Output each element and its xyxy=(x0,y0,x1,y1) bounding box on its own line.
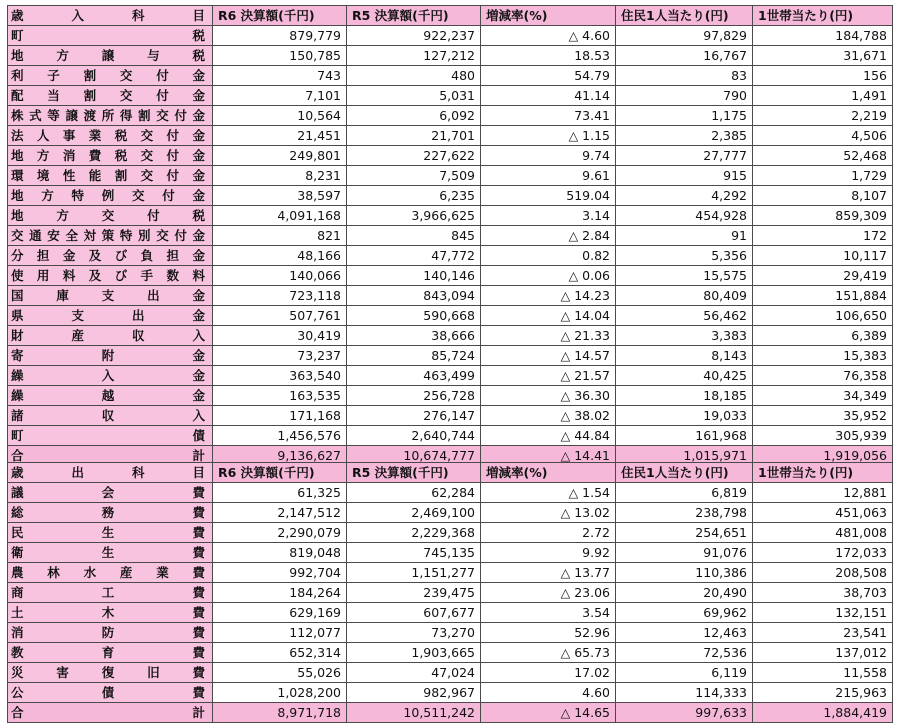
table-cell: 73.41 xyxy=(481,106,616,126)
row-label: 町税 xyxy=(8,26,213,46)
table-cell: 2.72 xyxy=(481,523,616,543)
table-cell: 132,151 xyxy=(753,603,893,623)
table-cell: 3,383 xyxy=(616,326,753,346)
column-header: 増減率(%) xyxy=(481,6,616,26)
table-cell: 9.61 xyxy=(481,166,616,186)
table-cell: 10,117 xyxy=(753,246,893,266)
revenue-body xyxy=(8,26,893,466)
table-cell: 454,928 xyxy=(616,206,753,226)
total-cell: 1,015,971 xyxy=(616,446,753,466)
table-cell: 4,091,168 xyxy=(213,206,347,226)
table-cell: 52,468 xyxy=(753,146,893,166)
row-label: 地方譲与税 xyxy=(8,46,213,66)
table-cell: 2,469,100 xyxy=(347,503,481,523)
row-label: 交通安全対策特別交付金 xyxy=(8,226,213,246)
table-cell: 11,558 xyxy=(753,663,893,683)
total-cell: △ 14.65 xyxy=(481,703,616,723)
table-cell: 16,767 xyxy=(616,46,753,66)
total-cell: 10,674,777 xyxy=(347,446,481,466)
table-cell: 480 xyxy=(347,66,481,86)
table-cell: 161,968 xyxy=(616,426,753,446)
table-cell: 151,884 xyxy=(753,286,893,306)
total-label: 合計 xyxy=(8,703,213,723)
row-label: 利子割交付金 xyxy=(8,66,213,86)
table-cell: 38,597 xyxy=(213,186,347,206)
table-cell: 54.79 xyxy=(481,66,616,86)
table-cell: 305,939 xyxy=(753,426,893,446)
table-cell: △ 14.04 xyxy=(481,306,616,326)
table-cell: 745,135 xyxy=(347,543,481,563)
column-header: 1世帯当たり(円) xyxy=(753,6,893,26)
expenditure-header-row xyxy=(8,463,893,483)
total-cell: 1,919,056 xyxy=(753,446,893,466)
table-cell: 2,640,744 xyxy=(347,426,481,446)
table-cell: 2,229,368 xyxy=(347,523,481,543)
table-cell: 97,829 xyxy=(616,26,753,46)
table-cell: 21,451 xyxy=(213,126,347,146)
table-cell: △ 21.33 xyxy=(481,326,616,346)
table-cell: 982,967 xyxy=(347,683,481,703)
table-row xyxy=(8,543,893,563)
row-label: 繰入金 xyxy=(8,366,213,386)
total-cell: △ 14.41 xyxy=(481,446,616,466)
table-cell: 114,333 xyxy=(616,683,753,703)
table-cell: 163,535 xyxy=(213,386,347,406)
table-cell: 6,819 xyxy=(616,483,753,503)
table-cell: 239,475 xyxy=(347,583,481,603)
table-cell: 879,779 xyxy=(213,26,347,46)
table-row xyxy=(8,406,893,426)
expenditure-body xyxy=(8,483,893,723)
table-row xyxy=(8,226,893,246)
table-cell: 208,508 xyxy=(753,563,893,583)
table-cell: 17.02 xyxy=(481,663,616,683)
table-row xyxy=(8,523,893,543)
row-label: 分担金及び負担金 xyxy=(8,246,213,266)
table-cell: 9.74 xyxy=(481,146,616,166)
table-cell: 821 xyxy=(213,226,347,246)
table-cell: 9.92 xyxy=(481,543,616,563)
row-label: 災害復旧費 xyxy=(8,663,213,683)
table-cell: 62,284 xyxy=(347,483,481,503)
table-cell: △ 65.73 xyxy=(481,643,616,663)
table-cell: 481,008 xyxy=(753,523,893,543)
table-cell: 12,463 xyxy=(616,623,753,643)
table-cell: 2,219 xyxy=(753,106,893,126)
table-cell: △ 14.57 xyxy=(481,346,616,366)
table-cell: 8,231 xyxy=(213,166,347,186)
total-cell: 9,136,627 xyxy=(213,446,347,466)
row-label: 農林水産業費 xyxy=(8,563,213,583)
table-cell: 629,169 xyxy=(213,603,347,623)
table-cell: 7,509 xyxy=(347,166,481,186)
table-cell: 72,536 xyxy=(616,643,753,663)
table-cell: △ 36.30 xyxy=(481,386,616,406)
row-label: 国庫支出金 xyxy=(8,286,213,306)
row-label: 民生費 xyxy=(8,523,213,543)
table-cell: 140,146 xyxy=(347,266,481,286)
row-label: 土木費 xyxy=(8,603,213,623)
table-cell: △ 14.23 xyxy=(481,286,616,306)
row-label: 議会費 xyxy=(8,483,213,503)
table-row xyxy=(8,166,893,186)
table-cell: 172 xyxy=(753,226,893,246)
table-cell: 30,419 xyxy=(213,326,347,346)
total-row xyxy=(8,703,893,723)
table-cell: 2,385 xyxy=(616,126,753,146)
table-cell: 156 xyxy=(753,66,893,86)
table-cell: 5,356 xyxy=(616,246,753,266)
column-header: R6 決算額(千円) xyxy=(213,463,347,483)
table-row xyxy=(8,326,893,346)
table-row xyxy=(8,563,893,583)
table-row xyxy=(8,66,893,86)
table-cell: 5,031 xyxy=(347,86,481,106)
table-cell: 23,541 xyxy=(753,623,893,643)
row-label: 公債費 xyxy=(8,683,213,703)
table-cell: 3,966,625 xyxy=(347,206,481,226)
table-cell: △ 4.60 xyxy=(481,26,616,46)
table-row xyxy=(8,683,893,703)
table-cell: 215,963 xyxy=(753,683,893,703)
table-cell: 227,622 xyxy=(347,146,481,166)
table-cell: 150,785 xyxy=(213,46,347,66)
table-cell: 112,077 xyxy=(213,623,347,643)
row-label: 使用料及び手数料 xyxy=(8,266,213,286)
table-cell: 2,147,512 xyxy=(213,503,347,523)
table-cell: 859,309 xyxy=(753,206,893,226)
table-cell: 363,540 xyxy=(213,366,347,386)
row-label: 商工費 xyxy=(8,583,213,603)
row-label: 諸収入 xyxy=(8,406,213,426)
table-cell: 1,151,277 xyxy=(347,563,481,583)
table-cell: 1,903,665 xyxy=(347,643,481,663)
table-cell: 4,292 xyxy=(616,186,753,206)
table-cell: 254,651 xyxy=(616,523,753,543)
table-cell: 1,491 xyxy=(753,86,893,106)
table-cell: 184,264 xyxy=(213,583,347,603)
column-header: 住民1人当たり(円) xyxy=(616,463,753,483)
table-cell: 590,668 xyxy=(347,306,481,326)
table-cell: 8,107 xyxy=(753,186,893,206)
row-label: 寄附金 xyxy=(8,346,213,366)
column-header: 歳出科目 xyxy=(8,463,213,483)
table-cell: 922,237 xyxy=(347,26,481,46)
table-cell: 256,728 xyxy=(347,386,481,406)
table-row xyxy=(8,186,893,206)
row-label: 県支出金 xyxy=(8,306,213,326)
table-cell: 127,212 xyxy=(347,46,481,66)
expenditure-table xyxy=(7,462,893,723)
table-cell: △ 23.06 xyxy=(481,583,616,603)
table-row xyxy=(8,426,893,446)
table-cell: 819,048 xyxy=(213,543,347,563)
table-cell: 276,147 xyxy=(347,406,481,426)
table-row xyxy=(8,503,893,523)
table-cell: 15,575 xyxy=(616,266,753,286)
table-cell: 249,801 xyxy=(213,146,347,166)
revenue-table xyxy=(7,5,893,466)
total-cell: 1,884,419 xyxy=(753,703,893,723)
table-cell: 992,704 xyxy=(213,563,347,583)
table-cell: 1,175 xyxy=(616,106,753,126)
table-cell: 1,456,576 xyxy=(213,426,347,446)
table-cell: 69,962 xyxy=(616,603,753,623)
total-cell: 10,511,242 xyxy=(347,703,481,723)
row-label: 法人事業税交付金 xyxy=(8,126,213,146)
table-cell: 3.14 xyxy=(481,206,616,226)
column-header: 歳入科目 xyxy=(8,6,213,26)
table-cell: 171,168 xyxy=(213,406,347,426)
table-cell: 15,383 xyxy=(753,346,893,366)
table-cell: 12,881 xyxy=(753,483,893,503)
table-cell: 35,952 xyxy=(753,406,893,426)
table-row xyxy=(8,26,893,46)
table-cell: 20,490 xyxy=(616,583,753,603)
table-row xyxy=(8,603,893,623)
table-cell: 40,425 xyxy=(616,366,753,386)
table-cell: 91 xyxy=(616,226,753,246)
column-header: 住民1人当たり(円) xyxy=(616,6,753,26)
table-row xyxy=(8,206,893,226)
table-cell: △ 21.57 xyxy=(481,366,616,386)
table-row xyxy=(8,346,893,366)
table-cell: 0.82 xyxy=(481,246,616,266)
table-cell: △ 44.84 xyxy=(481,426,616,446)
row-label: 財産収入 xyxy=(8,326,213,346)
row-label: 総務費 xyxy=(8,503,213,523)
table-cell: 110,386 xyxy=(616,563,753,583)
table-cell: 137,012 xyxy=(753,643,893,663)
row-label: 繰越金 xyxy=(8,386,213,406)
table-cell: 27,777 xyxy=(616,146,753,166)
table-row xyxy=(8,483,893,503)
table-row xyxy=(8,126,893,146)
total-label: 合計 xyxy=(8,446,213,466)
table-cell: 519.04 xyxy=(481,186,616,206)
table-cell: 52.96 xyxy=(481,623,616,643)
table-cell: 1,028,200 xyxy=(213,683,347,703)
table-cell: 140,066 xyxy=(213,266,347,286)
table-cell: 73,237 xyxy=(213,346,347,366)
table-cell: 6,119 xyxy=(616,663,753,683)
table-cell: 21,701 xyxy=(347,126,481,146)
table-cell: 238,798 xyxy=(616,503,753,523)
table-cell: 61,325 xyxy=(213,483,347,503)
table-cell: 843,094 xyxy=(347,286,481,306)
table-row xyxy=(8,146,893,166)
table-cell: 7,101 xyxy=(213,86,347,106)
table-cell: 2,290,079 xyxy=(213,523,347,543)
table-row xyxy=(8,623,893,643)
table-cell: 80,409 xyxy=(616,286,753,306)
table-cell: 6,092 xyxy=(347,106,481,126)
table-cell: △ 1.15 xyxy=(481,126,616,146)
table-row xyxy=(8,643,893,663)
table-row xyxy=(8,386,893,406)
table-row xyxy=(8,86,893,106)
column-header: R5 決算額(千円) xyxy=(347,463,481,483)
table-cell: 73,270 xyxy=(347,623,481,643)
table-cell: 451,063 xyxy=(753,503,893,523)
column-header: 1世帯当たり(円) xyxy=(753,463,893,483)
row-label: 株式等譲渡所得割交付金 xyxy=(8,106,213,126)
row-label: 衛生費 xyxy=(8,543,213,563)
table-cell: △ 13.77 xyxy=(481,563,616,583)
row-label: 消防費 xyxy=(8,623,213,643)
table-cell: 845 xyxy=(347,226,481,246)
table-cell: 10,564 xyxy=(213,106,347,126)
total-cell: 997,633 xyxy=(616,703,753,723)
table-cell: 6,235 xyxy=(347,186,481,206)
table-cell: 48,166 xyxy=(213,246,347,266)
table-cell: △ 1.54 xyxy=(481,483,616,503)
table-cell: 463,499 xyxy=(347,366,481,386)
table-cell: 4.60 xyxy=(481,683,616,703)
table-cell: 29,419 xyxy=(753,266,893,286)
row-label: 地方特例交付金 xyxy=(8,186,213,206)
row-label: 教育費 xyxy=(8,643,213,663)
table-cell: 47,772 xyxy=(347,246,481,266)
table-cell: 55,026 xyxy=(213,663,347,683)
table-cell: 76,358 xyxy=(753,366,893,386)
table-cell: 91,076 xyxy=(616,543,753,563)
table-row xyxy=(8,246,893,266)
table-row xyxy=(8,106,893,126)
table-cell: 8,143 xyxy=(616,346,753,366)
row-label: 環境性能割交付金 xyxy=(8,166,213,186)
row-label: 町債 xyxy=(8,426,213,446)
table-row xyxy=(8,366,893,386)
table-row xyxy=(8,266,893,286)
table-cell: △ 2.84 xyxy=(481,226,616,246)
column-header: R6 決算額(千円) xyxy=(213,6,347,26)
column-header: R5 決算額(千円) xyxy=(347,6,481,26)
column-header: 増減率(%) xyxy=(481,463,616,483)
table-cell: 38,703 xyxy=(753,583,893,603)
table-cell: 790 xyxy=(616,86,753,106)
table-cell: 83 xyxy=(616,66,753,86)
total-cell: 8,971,718 xyxy=(213,703,347,723)
table-cell: 184,788 xyxy=(753,26,893,46)
table-cell: 172,033 xyxy=(753,543,893,563)
table-cell: 19,033 xyxy=(616,406,753,426)
table-row xyxy=(8,663,893,683)
revenue-header-row xyxy=(8,6,893,26)
table-cell: 18.53 xyxy=(481,46,616,66)
table-cell: △ 38.02 xyxy=(481,406,616,426)
table-cell: 38,666 xyxy=(347,326,481,346)
table-cell: 31,671 xyxy=(753,46,893,66)
table-cell: 34,349 xyxy=(753,386,893,406)
table-cell: 915 xyxy=(616,166,753,186)
table-cell: 106,650 xyxy=(753,306,893,326)
row-label: 地方交付税 xyxy=(8,206,213,226)
table-cell: 723,118 xyxy=(213,286,347,306)
table-cell: 85,724 xyxy=(347,346,481,366)
row-label: 配当割交付金 xyxy=(8,86,213,106)
table-cell: 3.54 xyxy=(481,603,616,623)
table-row xyxy=(8,286,893,306)
table-cell: 56,462 xyxy=(616,306,753,326)
table-cell: 507,761 xyxy=(213,306,347,326)
table-cell: 47,024 xyxy=(347,663,481,683)
table-cell: 18,185 xyxy=(616,386,753,406)
table-row xyxy=(8,583,893,603)
table-cell: △ 13.02 xyxy=(481,503,616,523)
table-cell: 607,677 xyxy=(347,603,481,623)
row-label: 地方消費税交付金 xyxy=(8,146,213,166)
table-cell: △ 0.06 xyxy=(481,266,616,286)
table-cell: 6,389 xyxy=(753,326,893,346)
table-cell: 41.14 xyxy=(481,86,616,106)
table-cell: 743 xyxy=(213,66,347,86)
table-cell: 652,314 xyxy=(213,643,347,663)
table-cell: 4,506 xyxy=(753,126,893,146)
table-row xyxy=(8,306,893,326)
table-cell: 1,729 xyxy=(753,166,893,186)
table-row xyxy=(8,46,893,66)
